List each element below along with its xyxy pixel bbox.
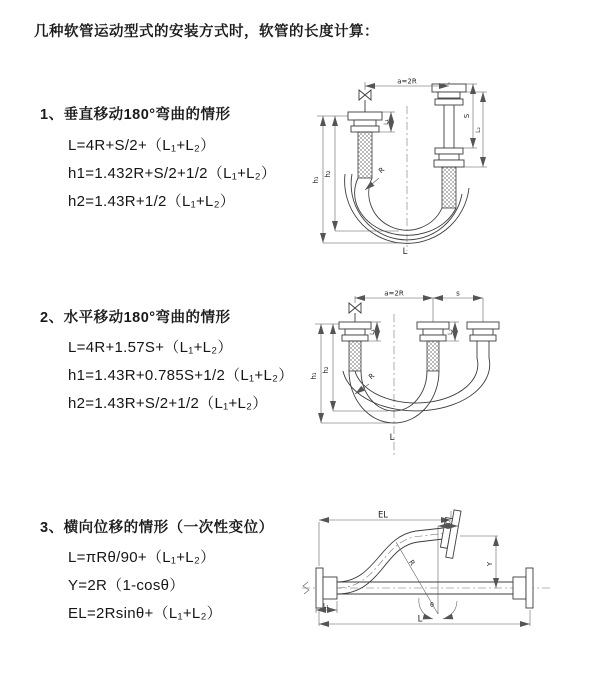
right-fitting-moved (467, 298, 499, 358)
dim-h2-label: h₂ (322, 366, 330, 374)
braided-hose-section (349, 341, 361, 371)
valve-icon (349, 303, 361, 313)
radius-label: R (377, 165, 387, 176)
right-fitting (432, 82, 466, 208)
left-fitting-with-valve (339, 296, 371, 371)
section-2-formula-h2: h2=1.43R+S/2+1/2（L₁+L₂） (68, 395, 268, 412)
dim-y-label: Y (486, 561, 494, 567)
dim-l2-label: L₂ (447, 329, 454, 335)
diagram-vertical-180-bend (303, 68, 538, 258)
page-title: 几种软管运动型式的安装方式时，软管的长度计算： (34, 24, 379, 40)
braided-hose-section (427, 341, 439, 371)
middle-fitting (417, 298, 449, 371)
radius-label: R (406, 558, 417, 568)
valve-icon (359, 90, 371, 100)
braided-hose-section (358, 132, 372, 178)
left-fitting-with-valve (348, 82, 382, 178)
length-label: L (389, 433, 395, 443)
angle-theta-label: θ (430, 602, 434, 609)
dimensions (316, 511, 530, 627)
dim-h1-label: h₁ (312, 176, 320, 184)
diagram-horizontal-180-bend (303, 280, 553, 465)
radius-label: R (367, 371, 377, 382)
dim-el-label: EL (377, 510, 389, 521)
dim-a-2r-label: a=2R (384, 289, 404, 298)
right-flange (513, 568, 533, 608)
s-curve-hose-displaced (337, 509, 461, 594)
dim-h2-label: h₂ (324, 170, 332, 178)
section-1-formula-h2: h2=1.43R+1/2（L₁+L₂） (68, 193, 236, 210)
dim-l1-label: L₁ (369, 329, 376, 335)
section-3-formula-L: L=πRθ/90+（L₁+L₂） (68, 549, 216, 566)
dim-s-label: s (456, 289, 460, 298)
dimensions (310, 290, 483, 444)
section-2-formula-L: L=4R+1.57S+（L₁+L₂） (68, 339, 233, 356)
u-hose-curves (343, 358, 490, 423)
dim-a-2r-label: a=2R (397, 77, 417, 86)
section-3-heading: 3、横向位移的情形（一次性变位） (40, 520, 274, 536)
dim-l2-label: L₂ (475, 127, 482, 133)
section-1-heading: 1、垂直移动180°弯曲的情形 (40, 107, 231, 123)
dim-s-label: S (463, 113, 471, 119)
section-1-formula-h1: h1=1.432R+S/2+1/2（L₁+L₂） (68, 165, 277, 182)
section-3-formula-Y: Y=2R（1-cosθ） (68, 577, 185, 594)
diagram-lateral-displacement (298, 506, 593, 646)
section-2-heading: 2、水平移动180°弯曲的情形 (40, 310, 231, 326)
dim-l1-label: L₁ (323, 602, 329, 610)
length-label: L (402, 247, 408, 257)
dim-l1-label: L₁ (383, 119, 390, 125)
section-2-formula-h1: h1=1.43R+0.785S+1/2（L₁+L₂） (68, 367, 294, 384)
dim-h1-label: h₁ (310, 372, 318, 380)
section-1-formula-L: L=4R+S/2+（L₁+L₂） (68, 137, 216, 154)
section-3-formula-EL: EL=2Rsinθ+（L₁+L₂） (68, 605, 222, 622)
dim-l-label: L (417, 614, 423, 625)
dim-l2-label: L₂ (445, 519, 451, 526)
braided-hose-section (442, 167, 456, 208)
